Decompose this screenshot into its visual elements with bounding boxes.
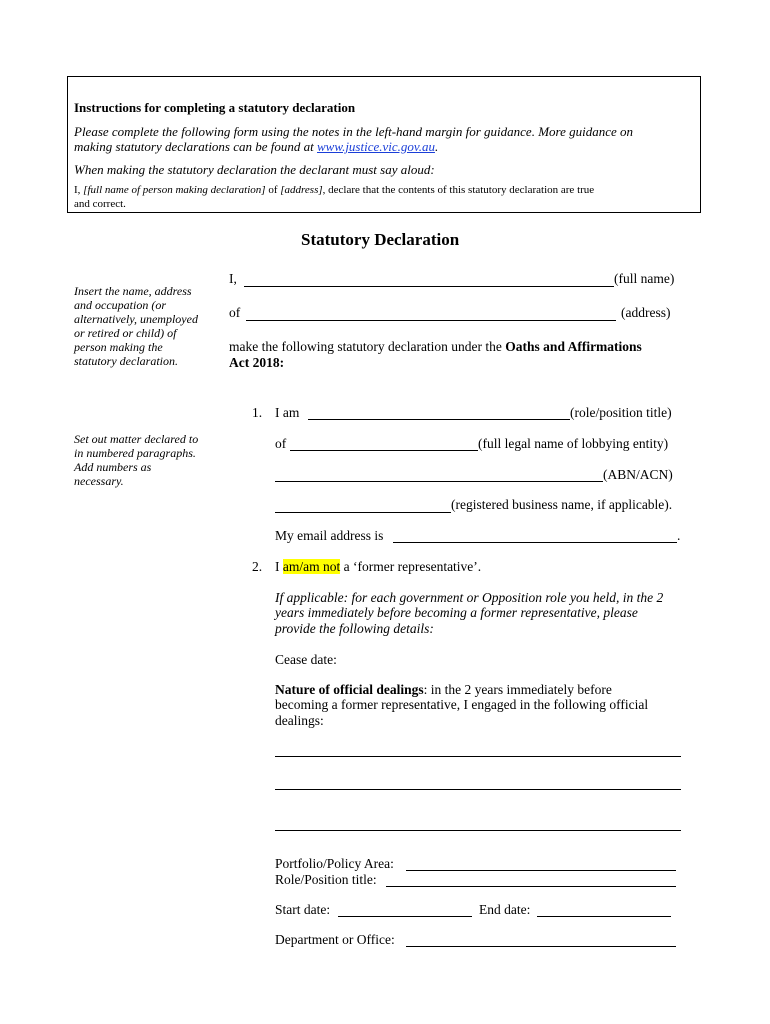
address-label: of [229,305,241,320]
email-field[interactable] [393,542,677,543]
nature-line-1 [275,682,612,698]
applicable-line: If applicable: for each government or Opposition role you held, in the 2 [275,590,664,605]
instructions-para2: When making the statutory declaration the declarant must say aloud: [74,162,435,177]
instructions-heading: Instructions for completing a statutory declaration [74,100,356,115]
instructions-para1-prefix: making statutory declarations can be found at [74,139,318,154]
role-title-field[interactable] [386,886,676,887]
entity-of-label: of [275,436,287,451]
justice-link[interactable]: www.justice.vic.gov.au [317,139,435,154]
start-date-field[interactable] [338,916,472,917]
portfolio-field[interactable] [406,870,676,871]
dealings-line-1[interactable] [275,756,681,757]
para3-i: I, [74,184,84,196]
full-name-hint: (full name) [614,271,675,286]
item-2-number: 2. [252,559,263,574]
nature-bold: Nature of official dealings [275,682,424,697]
item-1-i-am: I am [275,405,300,420]
former-rep-i: I [275,559,283,574]
nature-line-2: becoming a former representative, I engaged in the following official [275,697,649,712]
margin-note-2-line: Add numbers as [74,460,152,474]
margin-note-1-line: or retired or child) of [74,326,177,340]
role-hint: (role/position title) [570,405,672,420]
para3-of: of [265,184,281,196]
cease-date-label: Cease date: [275,652,337,667]
full-name-field[interactable] [244,286,614,287]
business-name-field[interactable] [275,512,451,513]
dealings-line-2[interactable] [275,789,681,790]
para3-fullname: [full name of person making declaration] [83,184,266,196]
email-suffix: . [677,528,681,543]
instructions-para1-line1: Please complete the following form using the notes in the left-hand margin for guidance. More guidance on [74,124,634,139]
role-field[interactable] [308,419,570,420]
margin-note-1-line: statutory declaration. [74,354,178,368]
page-title: Statutory Declaration [301,230,460,249]
full-name-label: I, [229,271,237,286]
act-name-1: Oaths and Affirmations [505,339,642,354]
abn-hint: (ABN/ACN) [603,467,673,482]
nature-line-3: dealings: [275,713,324,728]
business-hint: (registered business name, if applicable). [451,497,673,512]
make-declaration-text [229,339,642,355]
margin-note-1-line: person making the [74,340,163,354]
former-rep-rest: a ‘former representative’. [340,559,482,574]
address-field[interactable] [246,320,616,321]
margin-note-2 [74,432,219,488]
make-text: make the following statutory declaration under the [229,339,506,354]
entity-hint: (full legal name of lobbying entity) [478,436,669,451]
margin-note-1-line: and occupation (or [74,298,166,312]
department-field[interactable] [406,946,676,947]
margin-note-2-line: Set out matter declared to [74,432,199,446]
end-date-field[interactable] [537,916,671,917]
end-date-label: End date: [479,902,531,917]
margin-note-1-line: alternatively, unemployed [74,312,198,326]
instructions-para1-suffix: . [434,139,439,154]
former-rep-statement [275,559,481,575]
dealings-line-3[interactable] [275,830,681,831]
portfolio-label: Portfolio/Policy Area: [275,856,394,871]
instructions-para3-line2: and correct. [74,198,126,210]
margin-note-2-line: in numbered paragraphs. [74,446,196,460]
applicable-line: years immediately before becoming a former representative, please [275,605,638,620]
margin-note-1-line: Insert the name, address [74,284,192,298]
instructions-para3-line1 [74,184,594,196]
act-name-2: Act 2018: [229,355,285,370]
email-label: My email address is [275,528,384,543]
address-hint: (address) [621,305,671,320]
start-date-label: Start date: [275,902,331,917]
nature-rest: : in the 2 years immediately before [423,682,612,697]
item-1-number: 1. [252,405,263,420]
entity-field[interactable] [290,450,478,451]
department-label: Department or Office: [275,932,395,947]
applicable-line: provide the following details: [275,621,434,636]
para3-address: [address] [280,184,323,196]
abn-field[interactable] [275,481,603,482]
instructions-para1-line2 [74,139,438,155]
am-am-not-choice[interactable]: am/am not [282,559,341,574]
margin-note-2-line: necessary. [74,474,124,488]
margin-note-1 [74,284,219,368]
para3-rest: , declare that the contents of this statutory declaration are true [322,184,595,196]
role-title-label: Role/Position title: [275,872,377,887]
